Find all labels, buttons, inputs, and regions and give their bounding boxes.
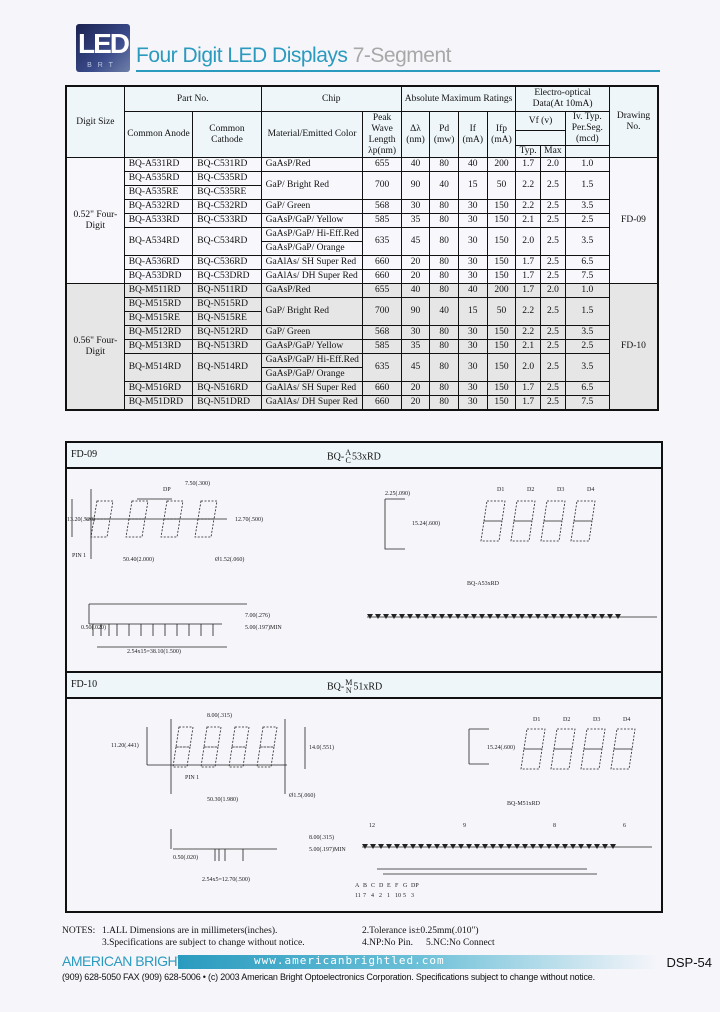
if: 30	[458, 340, 487, 354]
table-row	[66, 228, 658, 242]
anode-part: BQ-A533RD	[124, 214, 193, 228]
chip: GaP/ Bright Red	[261, 172, 363, 200]
svg-text:DP: DP	[411, 883, 419, 889]
table-row	[66, 214, 658, 228]
spec-table	[65, 85, 659, 411]
iv: 7.5	[565, 396, 609, 411]
pd: 80	[430, 270, 459, 284]
vf-max: 2.5	[541, 326, 566, 340]
col-drawing: Drawing No.	[609, 86, 658, 158]
vf-max: 2.5	[541, 200, 566, 214]
svg-text:2.25(.090): 2.25(.090)	[385, 491, 410, 497]
table-row	[66, 326, 658, 340]
svg-text:D2: D2	[563, 717, 571, 723]
svg-text:15.24(.600): 15.24(.600)	[412, 521, 440, 527]
wave: 585	[363, 214, 401, 228]
chip: GaAsP/GaP/ Orange	[261, 242, 363, 256]
vf-max: 2.5	[541, 270, 566, 284]
iv: 1.5	[565, 298, 609, 326]
vf-typ: 1.7	[516, 284, 541, 298]
iv: 3.5	[565, 228, 609, 256]
wave: 655	[363, 284, 401, 298]
col-iv: Iv. Typ. Per.Seg. (mcd)	[565, 112, 609, 146]
table-row	[66, 396, 658, 411]
chip: GaAsP/GaP/ Yellow	[261, 340, 363, 354]
ifp: 150	[487, 340, 516, 354]
pd: 80	[430, 228, 459, 256]
vf-max: 2.5	[541, 396, 566, 411]
svg-text:3: 3	[411, 893, 414, 899]
fd10-diode-array	[362, 844, 616, 849]
vf-typ: 1.7	[516, 270, 541, 284]
pd: 80	[430, 284, 459, 298]
col-vf-max: Max	[541, 146, 566, 158]
pd: 80	[430, 256, 459, 270]
svg-text:D4: D4	[623, 717, 631, 723]
iv: 1.0	[565, 158, 609, 172]
svg-text:7.50(.300): 7.50(.300)	[185, 481, 210, 487]
svg-text:4: 4	[371, 893, 374, 899]
wave: 568	[363, 326, 401, 340]
note-4: 4.NP:No Pin.	[362, 938, 413, 948]
ifp: 50	[487, 172, 516, 200]
svg-text:5: 5	[403, 893, 406, 899]
ifp: 150	[487, 354, 516, 382]
ifp: 150	[487, 396, 516, 411]
pd: 80	[430, 396, 459, 411]
vf-typ: 1.7	[516, 396, 541, 411]
dl: 40	[401, 284, 429, 298]
anode-part: BQ-M516RD	[124, 382, 193, 396]
col-part-no: Part No.	[124, 86, 261, 112]
if: 30	[458, 214, 487, 228]
svg-text:2.54x15=38.10(1.500): 2.54x15=38.10(1.500)	[127, 649, 181, 655]
cathode-part: BQ-N516RD	[193, 382, 261, 396]
iv: 3.5	[565, 354, 609, 382]
if: 15	[458, 172, 487, 200]
wave: 660	[363, 256, 401, 270]
table-row	[66, 270, 658, 284]
chip: GaAsP/GaP/ Hi-Eff.Red	[261, 228, 363, 242]
ifp: 50	[487, 298, 516, 326]
anode-part: BQ-M515RD	[124, 298, 193, 312]
ifp: 150	[487, 326, 516, 340]
vf-max: 2.0	[541, 158, 566, 172]
cathode-part: BQ-N51DRD	[193, 396, 261, 411]
cathode-part: BQ-N514RD	[193, 354, 261, 382]
vf-max: 2.5	[541, 214, 566, 228]
cathode-part: BQ-N515RE	[193, 312, 261, 326]
vf-typ: 2.1	[516, 340, 541, 354]
svg-text:Ø1.52(.060): Ø1.52(.060)	[215, 557, 245, 563]
col-electro: Electro-optical Data(At 10mA)	[516, 86, 610, 112]
dl: 20	[401, 270, 429, 284]
drawing-id: FD-10	[71, 679, 98, 690]
anode-part: BQ-M513RD	[124, 340, 193, 354]
pd: 80	[430, 382, 459, 396]
dl: 40	[401, 158, 429, 172]
cathode-part: BQ-C53DRD	[193, 270, 261, 284]
vf-max: 2.5	[541, 298, 566, 326]
col-dl: Δλ (nm)	[401, 112, 429, 158]
svg-text:PIN 1: PIN 1	[72, 553, 87, 559]
table-row	[66, 382, 658, 396]
group-056	[66, 284, 658, 411]
svg-text:D3: D3	[557, 487, 565, 493]
group-052	[66, 158, 658, 284]
svg-text:D: D	[379, 883, 384, 889]
col-digit-size: Digit Size	[66, 86, 124, 158]
cathode-part: BQ-N512RD	[193, 326, 261, 340]
dl: 45	[401, 228, 429, 256]
chip: GaAsP/GaP/ Orange	[261, 368, 363, 382]
anode-part: BQ-A535RD	[124, 172, 193, 186]
title-underline	[136, 70, 660, 72]
svg-text:12.70(.500): 12.70(.500)	[235, 517, 263, 523]
svg-text:B: B	[363, 883, 368, 889]
cathode-part: BQ-C534RD	[193, 228, 261, 256]
vf-typ: 2.2	[516, 172, 541, 200]
cathode-part: BQ-C535RE	[193, 186, 261, 200]
pd: 80	[430, 158, 459, 172]
chip: GaAlAs/ SH Super Red	[261, 256, 363, 270]
col-material: Material/Emitted Color	[261, 112, 363, 158]
digit-size: 0.52" Four-Digit	[66, 158, 124, 284]
chip: GaAsP/GaP/ Hi-Eff.Red	[261, 354, 363, 368]
col-peak-wave: Peak Wave Length λp(nm)	[363, 112, 401, 158]
ifp: 150	[487, 214, 516, 228]
cathode-part: BQ-C533RD	[193, 214, 261, 228]
wave: 700	[363, 298, 401, 326]
pd: 80	[430, 354, 459, 382]
page-header	[76, 24, 660, 74]
iv: 6.5	[565, 382, 609, 396]
brand-name: AMERICAN BRIGHT	[62, 953, 186, 969]
cathode-part: BQ-C531RD	[193, 158, 261, 172]
if: 30	[458, 354, 487, 382]
chip: GaAlAs/ DH Super Red	[261, 270, 363, 284]
anode-part: BQ-A534RD	[124, 228, 193, 256]
svg-text:Ø1.5(.060): Ø1.5(.060)	[289, 793, 316, 799]
svg-text:D2: D2	[527, 487, 535, 493]
anode-part: BQ-A531RD	[124, 158, 193, 172]
drawing-part: BQ-M N 51xRD	[327, 678, 383, 695]
dl: 35	[401, 340, 429, 354]
pd: 40	[430, 172, 459, 200]
if: 40	[458, 158, 487, 172]
vf-max: 2.5	[541, 340, 566, 354]
svg-text:1: 1	[387, 893, 390, 899]
svg-text:C: C	[371, 883, 376, 889]
svg-text:BQ-M51xRD: BQ-M51xRD	[507, 801, 541, 807]
vf-max: 2.5	[541, 256, 566, 270]
col-vf: Vf (v)	[516, 112, 565, 131]
drawing-fd10	[65, 671, 663, 913]
svg-text:10: 10	[395, 893, 401, 899]
table-row	[66, 354, 658, 368]
dl: 90	[401, 298, 429, 326]
drawing-no: FD-09	[609, 158, 658, 284]
svg-text:2: 2	[379, 893, 382, 899]
col-chip: Chip	[261, 86, 401, 112]
digit-size: 0.56" Four-Digit	[66, 284, 124, 411]
chip: GaAsP/Red	[261, 284, 363, 298]
dl: 30	[401, 326, 429, 340]
wave: 660	[363, 270, 401, 284]
pd: 80	[430, 340, 459, 354]
chip: GaAsP/Red	[261, 158, 363, 172]
svg-text:6: 6	[623, 823, 626, 829]
iv: 2.5	[565, 214, 609, 228]
anode-part: BQ-M512RD	[124, 326, 193, 340]
col-abs-max: Absolute Maximum Ratings	[401, 86, 515, 112]
dl: 20	[401, 382, 429, 396]
anode-part: BQ-M51DRD	[124, 396, 193, 411]
chip: GaP/ Green	[261, 326, 363, 340]
anode-part: BQ-A536RD	[124, 256, 193, 270]
vf-max: 2.5	[541, 172, 566, 200]
chip: GaAsP/GaP/ Yellow	[261, 214, 363, 228]
cathode-part: BQ-N511RD	[193, 284, 261, 298]
vf-typ: 1.7	[516, 382, 541, 396]
svg-text:15.24(.600): 15.24(.600)	[487, 745, 515, 751]
svg-text:7: 7	[363, 893, 366, 899]
pd: 40	[430, 298, 459, 326]
fd10-dimension-diagram	[67, 699, 657, 909]
vf-typ: 2.0	[516, 354, 541, 382]
svg-text:D1: D1	[533, 717, 541, 723]
table-row	[66, 172, 658, 186]
svg-text:D4: D4	[587, 487, 595, 493]
if: 30	[458, 382, 487, 396]
svg-text:11.20(.441): 11.20(.441)	[111, 743, 139, 749]
dl: 30	[401, 200, 429, 214]
svg-text:BQ-A53xRD: BQ-A53xRD	[467, 581, 500, 587]
anode-part: BQ-A53DRD	[124, 270, 193, 284]
page-title: Four Digit LED Displays 7-Segment	[136, 44, 451, 67]
drawing-title-bar	[67, 443, 661, 469]
col-vf-typ: Typ.	[516, 146, 541, 158]
col-common-anode: Common Anode	[124, 112, 193, 158]
col-pd: Pd (mw)	[430, 112, 459, 158]
if: 30	[458, 396, 487, 411]
svg-text:8.00(.315): 8.00(.315)	[207, 713, 232, 719]
vf-max: 2.0	[541, 284, 566, 298]
wave: 660	[363, 382, 401, 396]
website-link[interactable]: www.americanbrightled.com	[254, 954, 445, 967]
svg-text:A: A	[355, 883, 360, 889]
iv: 3.5	[565, 200, 609, 214]
chip: GaAlAs/ SH Super Red	[261, 382, 363, 396]
cathode-part: BQ-C532RD	[193, 200, 261, 214]
note-1: 1.ALL Dimensions are in millimeters(inches).	[102, 926, 278, 936]
if: 30	[458, 270, 487, 284]
chip: GaP/ Bright Red	[261, 298, 363, 326]
drawing-title-bar	[67, 671, 661, 699]
svg-text:5.00(.197)MIN: 5.00(.197)MIN	[245, 625, 282, 631]
chip: GaAlAs/ DH Super Red	[261, 396, 363, 411]
table-row	[66, 200, 658, 214]
svg-text:G: G	[403, 883, 408, 889]
dl: 35	[401, 214, 429, 228]
cathode-part: BQ-C535RD	[193, 172, 261, 186]
dl: 20	[401, 396, 429, 411]
if: 15	[458, 298, 487, 326]
svg-text:PIN 1: PIN 1	[185, 775, 200, 781]
svg-text:50.40(2.000): 50.40(2.000)	[123, 557, 154, 563]
footer	[62, 953, 712, 993]
iv: 7.5	[565, 270, 609, 284]
col-ifp: Ifp (mA)	[487, 112, 516, 158]
pd: 80	[430, 326, 459, 340]
svg-text:E: E	[387, 883, 391, 889]
note-5: 5.NC:No Connect	[426, 938, 495, 948]
ifp: 150	[487, 256, 516, 270]
table-row	[66, 340, 658, 354]
if: 30	[458, 228, 487, 256]
chip: GaP/ Green	[261, 200, 363, 214]
wave: 700	[363, 172, 401, 200]
table-row	[66, 284, 658, 298]
svg-text:D3: D3	[593, 717, 601, 723]
vf-typ: 1.7	[516, 158, 541, 172]
vf-typ: 2.2	[516, 200, 541, 214]
svg-text:12: 12	[369, 823, 375, 829]
wave: 655	[363, 158, 401, 172]
vf-typ: 1.7	[516, 256, 541, 270]
ifp: 200	[487, 284, 516, 298]
wave: 568	[363, 200, 401, 214]
table-row	[66, 158, 658, 172]
vf-typ: 2.0	[516, 228, 541, 256]
svg-text:F: F	[395, 883, 399, 889]
table-row	[66, 256, 658, 270]
drawing-no: FD-10	[609, 284, 658, 411]
wave: 635	[363, 354, 401, 382]
dl: 90	[401, 172, 429, 200]
svg-text:DP: DP	[163, 487, 171, 493]
if: 30	[458, 200, 487, 214]
vf-typ: 2.2	[516, 298, 541, 326]
wave: 635	[363, 228, 401, 256]
iv: 1.0	[565, 284, 609, 298]
svg-text:9: 9	[463, 823, 466, 829]
svg-text:0.50(.020): 0.50(.020)	[173, 855, 198, 861]
if: 30	[458, 256, 487, 270]
anode-part: BQ-M515RE	[124, 312, 193, 326]
iv: 2.5	[565, 340, 609, 354]
note-3: 3.Specifications are subject to change without notice.	[102, 938, 305, 948]
page-code: DSP-54	[666, 955, 712, 970]
anode-part: BQ-A532RD	[124, 200, 193, 214]
cathode-part: BQ-N515RD	[193, 298, 261, 312]
pd: 80	[430, 200, 459, 214]
table-row	[66, 298, 658, 312]
dl: 20	[401, 256, 429, 270]
note-2: 2.Tolerance is±0.25mm(.010")	[362, 926, 479, 936]
fd09-dimension-diagram	[67, 469, 657, 669]
svg-text:50.30(1.980): 50.30(1.980)	[207, 797, 238, 803]
svg-text:2.54x5=12.70(.500): 2.54x5=12.70(.500)	[202, 877, 250, 883]
vf-typ: 2.2	[516, 326, 541, 340]
ifp: 200	[487, 158, 516, 172]
col-common-cathode: Common Cathode	[193, 112, 261, 158]
ifp: 150	[487, 200, 516, 214]
ifp: 150	[487, 228, 516, 256]
svg-text:8.00(.315): 8.00(.315)	[309, 835, 334, 841]
drawing-part: BQ-A C53xRD	[327, 448, 381, 465]
led-logo: LED BRT	[76, 24, 130, 72]
iv: 3.5	[565, 326, 609, 340]
ifp: 150	[487, 382, 516, 396]
copyright: (909) 628-5050 FAX (909) 628-5006 • (c) 2003 American Bright Optoelectronics Corporation. Specifications subject to change without notice.	[62, 972, 595, 982]
iv: 1.5	[565, 172, 609, 200]
svg-text:11: 11	[355, 893, 361, 899]
pd: 80	[430, 214, 459, 228]
fd09-diode-array	[367, 614, 621, 619]
vf-typ: 2.1	[516, 214, 541, 228]
dl: 45	[401, 354, 429, 382]
svg-text:14.0(.551): 14.0(.551)	[309, 745, 334, 751]
drawing-id: FD-09	[71, 449, 98, 460]
vf-max: 2.5	[541, 382, 566, 396]
vf-max: 2.5	[541, 354, 566, 382]
iv: 6.5	[565, 256, 609, 270]
svg-text:5.00(.197)MIN: 5.00(.197)MIN	[309, 847, 346, 853]
cathode-part: BQ-C536RD	[193, 256, 261, 270]
svg-text:8: 8	[553, 823, 556, 829]
col-if: If (mA)	[458, 112, 487, 158]
if: 30	[458, 326, 487, 340]
drawing-fd09	[65, 441, 663, 675]
if: 40	[458, 284, 487, 298]
wave: 660	[363, 396, 401, 411]
svg-text:7.00(.276): 7.00(.276)	[245, 613, 270, 619]
anode-part: BQ-A535RE	[124, 186, 193, 200]
anode-part: BQ-M514RD	[124, 354, 193, 382]
svg-text:0.50(.020): 0.50(.020)	[81, 625, 106, 631]
svg-text:D1: D1	[497, 487, 505, 493]
notes-label: NOTES:	[62, 926, 96, 936]
ifp: 150	[487, 270, 516, 284]
wave: 585	[363, 340, 401, 354]
anode-part: BQ-M511RD	[124, 284, 193, 298]
dim-height: 13.20(.520)	[67, 517, 95, 523]
vf-max: 2.5	[541, 228, 566, 256]
cathode-part: BQ-N513RD	[193, 340, 261, 354]
